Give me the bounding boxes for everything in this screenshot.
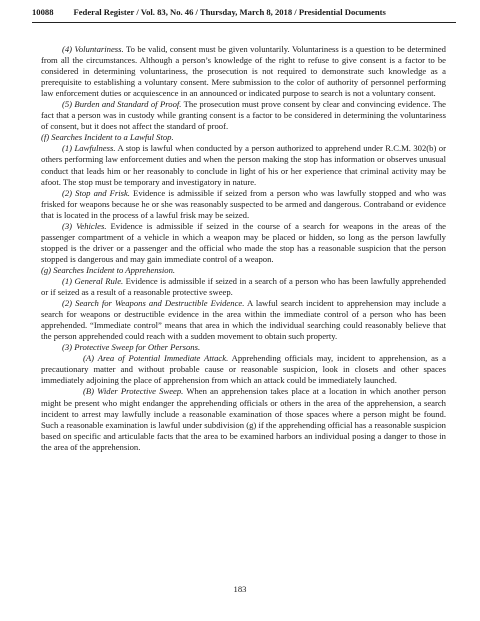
section-heading-apprehension bbox=[41, 265, 446, 276]
paragraph-lawfulness bbox=[41, 143, 446, 187]
paragraph-text: Evidence is admissible if seized from a person who was lawfully stopped and who was frisked for weapons because he or she was reasonably suspected to be armed and dangerous. Contraband or evidence that is located in the process of a lawful frisk may be seized. bbox=[41, 187, 446, 220]
document-body bbox=[41, 44, 446, 453]
paragraph-text: When an apprehension takes place at a location in which another person might be present who might endanger the apprehending officials or others in the area of the apprehension, a search incident to arrest may lawfully include a reasonable examination of those spaces where a person might be found. Such a reasonable examination is lawful under subdivision (g) if the apprehending official has a reasonable suspicion based on specific and articulable facts that the area to be examined harbors an individual posing a danger to those in the area of the apprehension. bbox=[41, 386, 446, 452]
paragraph-heading: (2) Stop and Frisk. bbox=[62, 187, 130, 198]
paragraph-burden-of-proof bbox=[41, 99, 446, 132]
paragraph-immediate-attack bbox=[41, 353, 446, 386]
paragraph-heading: (A) Area of Potential Immediate Attack. bbox=[83, 353, 229, 364]
paragraph-heading: (3) Protective Sweep for Other Persons. bbox=[62, 342, 201, 353]
paragraph-general-rule bbox=[41, 276, 446, 298]
paragraph-text: Evidence is admissible if seized in a search of a person who has been lawfully apprehended or if seized as a result of a reasonable protective sweep. bbox=[41, 275, 446, 298]
paragraph-heading: (1) Lawfulness. bbox=[62, 143, 116, 154]
paragraph-text: A stop is lawful when conducted by a person authorized to apprehend under R.C.M. 302(b) or others performing law enforcement duties and when the person making the stop has information or observes unusual conduct that leads him or her reasonably to conclude in light of his or her experience that criminal activity may be afoot. The stop must be temporary and investigatory in nature. bbox=[41, 143, 446, 187]
paragraph-text: A lawful search incident to apprehension may include a search for weapons or destructible evidence in the area within the immediate control of a person who has been apprehended. “Immediate control” means that area in which the individual searching could reasonably believe that the person apprehended could reach with a sudden movement to obtain such property. bbox=[41, 298, 446, 342]
paragraph-vehicles bbox=[41, 221, 446, 265]
paragraph-text: The prosecution must prove consent by clear and convincing evidence. The fact that a person was in custody while granting consent is a factor to be considered in determining the voluntariness of consent, but it does not affect the standard of proof. bbox=[41, 99, 447, 132]
paragraph-heading: (f) Searches Incident to a Lawful Stop. bbox=[41, 132, 174, 143]
paragraph-heading: (1) General Rule. bbox=[62, 275, 124, 286]
paragraph-text: Evidence is admissible if seized in the course of a search for weapons in the areas of the passenger compartment of a vehicle in which a weapon may be placed or hidden, so long as the person lawfully stopped is the driver or a passenger and the official who made the stop has a reasonable suspicion that the person stopped is dangerous and may gain immediate control of a weapon. bbox=[41, 220, 446, 264]
paragraph-wider-sweep bbox=[41, 386, 446, 452]
paragraph-weapons-search bbox=[41, 298, 446, 342]
header-page-number: 10088 bbox=[32, 7, 54, 17]
page-footer-number: 183 bbox=[233, 584, 247, 594]
paragraph-stop-and-frisk bbox=[41, 188, 446, 221]
header-rule bbox=[32, 22, 456, 23]
running-header bbox=[32, 7, 456, 18]
header-title: Federal Register / Vol. 83, No. 46 / Thursday, March 8, 2018 / Presidential Documents bbox=[73, 7, 386, 17]
section-heading-lawful-stop bbox=[41, 132, 446, 143]
paragraph-voluntariness bbox=[41, 44, 446, 99]
paragraph-heading: (g) Searches Incident to Apprehension. bbox=[41, 264, 176, 275]
paragraph-text: Apprehending officials may, incident to apprehension, as a precautionary matter and without probable cause or reasonable suspicion, look in closets and other spaces immediately adjoining the place of apprehension from which an attack could be immediately launched. bbox=[41, 353, 446, 386]
paragraph-heading: (2) Search for Weapons and Destructible Evidence. bbox=[62, 298, 245, 309]
paragraph-heading: (3) Vehicles. bbox=[62, 220, 107, 231]
paragraph-heading: (B) Wider Protective Sweep. bbox=[83, 386, 184, 397]
paragraph-text: To be valid, consent must be given voluntarily. Voluntariness is a question to be determined from all the circumstances. Although a person’s knowledge of the right to refuse to give consent is a factor to be considered in determining voluntariness, the prosecution is not required to demonstrate such knowledge as a prerequisite to establishing a voluntary consent. Mere submission to the color of authority of personnel performing law enforcement duties or acquiescence in an announced or indicated purpose to search is not a voluntary consent. bbox=[41, 44, 446, 99]
paragraph-heading: (4) Voluntariness. bbox=[62, 44, 124, 54]
paragraph-heading: (5) Burden and Standard of Proof. bbox=[62, 99, 182, 110]
paragraph-protective-sweep bbox=[41, 342, 446, 353]
